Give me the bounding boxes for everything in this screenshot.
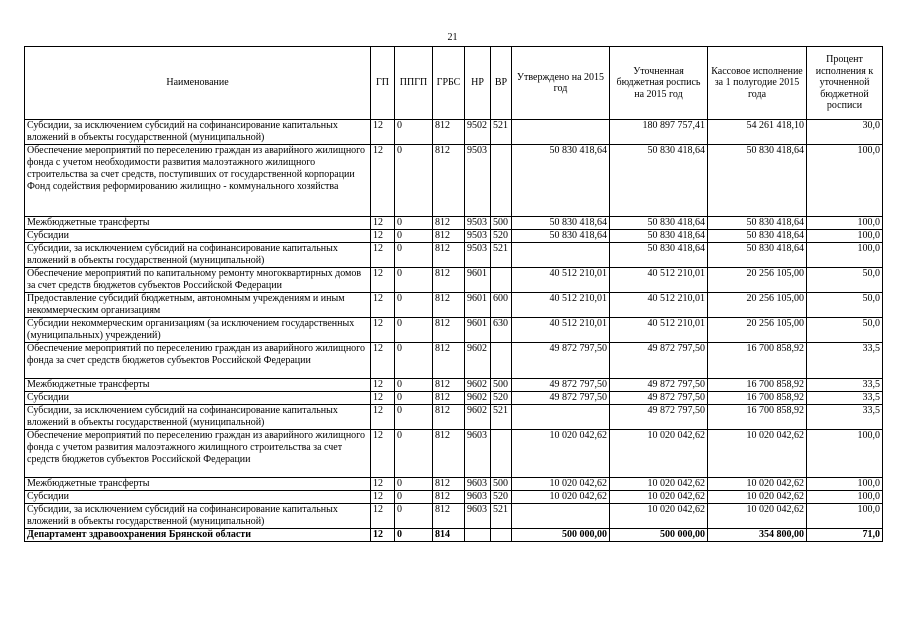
row-approved [512,504,610,529]
row-np: 9603 [465,478,491,491]
row-refined: 49 872 797,50 [610,405,708,430]
row-grbs: 812 [433,343,465,379]
row-vr [491,430,512,478]
row-refined: 50 830 418,64 [610,217,708,230]
table-row [25,430,883,478]
row-refined: 40 512 210,01 [610,268,708,293]
row-cash: 16 700 858,92 [708,405,807,430]
row-approved: 50 830 418,64 [512,217,610,230]
row-vr: 500 [491,217,512,230]
row-percent: 100,0 [807,145,883,217]
header-cash: Кассовое исполнение за 1 полугодие 2015 года [708,47,807,120]
row-vr [491,145,512,217]
row-approved: 50 830 418,64 [512,145,610,217]
row-gp: 12 [371,491,395,504]
table-row [25,217,883,230]
row-name: Субсидии [25,392,371,405]
row-cash: 50 830 418,64 [708,217,807,230]
row-approved [512,243,610,268]
row-name: Межбюджетные трансферты [25,379,371,392]
row-cash: 20 256 105,00 [708,318,807,343]
table-row [25,268,883,293]
row-cash: 20 256 105,00 [708,268,807,293]
table-row [25,392,883,405]
table-row [25,230,883,243]
row-cash: 10 020 042,62 [708,491,807,504]
row-ppgp: 0 [395,217,433,230]
row-approved: 10 020 042,62 [512,430,610,478]
table-row [25,379,883,392]
row-approved: 40 512 210,01 [512,293,610,318]
header-vr: ВР [491,47,512,120]
row-percent: 50,0 [807,293,883,318]
header-name: Наименование [25,47,371,120]
row-np: 9503 [465,145,491,217]
row-refined: 10 020 042,62 [610,430,708,478]
row-refined: 10 020 042,62 [610,504,708,529]
row-name: Субсидии, за исключением субсидий на софинансирование капитальных вложений в объекты государственной (муниципальной) [25,120,371,145]
row-name: Предоставление субсидий бюджетным, автономным учреждениям и иным некоммерческим организациям [25,293,371,318]
row-ppgp: 0 [395,243,433,268]
row-percent: 100,0 [807,430,883,478]
row-grbs: 814 [433,529,465,542]
row-cash: 50 830 418,64 [708,230,807,243]
row-refined: 50 830 418,64 [610,230,708,243]
row-np: 9503 [465,243,491,268]
row-percent: 100,0 [807,478,883,491]
row-cash: 10 020 042,62 [708,430,807,478]
row-np: 9503 [465,217,491,230]
row-grbs: 812 [433,217,465,230]
table-row [25,120,883,145]
header-percent: Процент исполнения к уточненной бюджетной росписи [807,47,883,120]
row-percent: 100,0 [807,491,883,504]
budget-table [24,46,883,542]
row-ppgp: 0 [395,120,433,145]
row-gp: 12 [371,243,395,268]
row-np: 9602 [465,392,491,405]
row-ppgp: 0 [395,230,433,243]
row-name: Межбюджетные трансферты [25,217,371,230]
row-approved: 49 872 797,50 [512,343,610,379]
row-cash: 16 700 858,92 [708,343,807,379]
row-gp: 12 [371,230,395,243]
row-gp: 12 [371,268,395,293]
row-grbs: 812 [433,379,465,392]
row-vr: 521 [491,504,512,529]
row-approved [512,405,610,430]
row-ppgp: 0 [395,379,433,392]
header-refined: Уточненная бюджетная роспись на 2015 год [610,47,708,120]
row-ppgp: 0 [395,478,433,491]
row-percent: 100,0 [807,243,883,268]
row-refined: 49 872 797,50 [610,392,708,405]
row-refined: 10 020 042,62 [610,491,708,504]
row-refined: 40 512 210,01 [610,293,708,318]
row-np [465,529,491,542]
row-approved: 50 830 418,64 [512,230,610,243]
row-name: Обеспечение мероприятий по переселению граждан из аварийного жилищного фонда с учетом развития малоэтажного жилищного строительства за счет средств бюджетов субъектов Российской Федерации [25,430,371,478]
row-percent: 100,0 [807,217,883,230]
row-gp: 12 [371,293,395,318]
table-row [25,529,883,542]
row-grbs: 812 [433,430,465,478]
row-refined: 180 897 757,41 [610,120,708,145]
row-name: Межбюджетные трансферты [25,478,371,491]
row-vr: 521 [491,120,512,145]
row-np: 9602 [465,343,491,379]
row-approved: 49 872 797,50 [512,392,610,405]
row-percent: 30,0 [807,120,883,145]
row-ppgp: 0 [395,392,433,405]
table-row [25,478,883,491]
row-percent: 50,0 [807,318,883,343]
row-gp: 12 [371,318,395,343]
row-np: 9601 [465,293,491,318]
row-gp: 12 [371,392,395,405]
row-refined: 50 830 418,64 [610,145,708,217]
row-name: Обеспечение мероприятий по переселению граждан из аварийного жилищного фонда за счет средств бюджетов субъектов Российской Федерации [25,343,371,379]
row-percent: 100,0 [807,230,883,243]
row-np: 9502 [465,120,491,145]
row-np: 9601 [465,318,491,343]
row-grbs: 812 [433,145,465,217]
row-vr: 520 [491,230,512,243]
table-row [25,293,883,318]
row-ppgp: 0 [395,318,433,343]
header-ppgp: ППГП [395,47,433,120]
row-vr: 630 [491,318,512,343]
row-ppgp: 0 [395,491,433,504]
row-name: Обеспечение мероприятий по капитальному ремонту многоквартирных домов за счет средств бюджетов субъектов Российской Федерации [25,268,371,293]
row-vr: 521 [491,243,512,268]
row-np: 9602 [465,405,491,430]
row-np: 9601 [465,268,491,293]
row-cash: 10 020 042,62 [708,504,807,529]
row-cash: 10 020 042,62 [708,478,807,491]
row-cash: 50 830 418,64 [708,145,807,217]
row-grbs: 812 [433,405,465,430]
row-refined: 10 020 042,62 [610,478,708,491]
row-gp: 12 [371,504,395,529]
row-approved: 10 020 042,62 [512,491,610,504]
table-row [25,343,883,379]
row-percent: 33,5 [807,405,883,430]
row-vr: 520 [491,392,512,405]
row-percent: 100,0 [807,504,883,529]
row-ppgp: 0 [395,145,433,217]
row-vr [491,268,512,293]
row-grbs: 812 [433,268,465,293]
row-grbs: 812 [433,392,465,405]
row-name: Субсидии, за исключением субсидий на софинансирование капитальных вложений в объекты государственной (муниципальной) [25,243,371,268]
row-refined: 49 872 797,50 [610,343,708,379]
row-name: Департамент здравоохранения Брянской области [25,529,371,542]
header-gp: ГП [371,47,395,120]
row-cash: 16 700 858,92 [708,392,807,405]
row-percent: 33,5 [807,392,883,405]
row-np: 9503 [465,230,491,243]
table-row [25,145,883,217]
row-ppgp: 0 [395,529,433,542]
row-ppgp: 0 [395,430,433,478]
row-refined: 50 830 418,64 [610,243,708,268]
row-percent: 50,0 [807,268,883,293]
row-gp: 12 [371,120,395,145]
row-vr: 520 [491,491,512,504]
row-approved: 40 512 210,01 [512,318,610,343]
row-ppgp: 0 [395,268,433,293]
row-name: Субсидии [25,230,371,243]
row-gp: 12 [371,379,395,392]
row-vr: 500 [491,379,512,392]
row-grbs: 812 [433,504,465,529]
table-row [25,243,883,268]
row-approved: 10 020 042,62 [512,478,610,491]
row-approved [512,120,610,145]
row-name: Субсидии, за исключением субсидий на софинансирование капитальных вложений в объекты государственной (муниципальной) [25,405,371,430]
row-gp: 12 [371,529,395,542]
row-cash: 20 256 105,00 [708,293,807,318]
row-grbs: 812 [433,120,465,145]
row-refined: 49 872 797,50 [610,379,708,392]
row-gp: 12 [371,217,395,230]
table-row [25,405,883,430]
row-gp: 12 [371,430,395,478]
row-grbs: 812 [433,230,465,243]
row-grbs: 812 [433,318,465,343]
row-name: Обеспечение мероприятий по переселению граждан из аварийного жилищного фонда с учетом необходимости развития малоэтажного жилищного строительства за счет средств, поступивших от государственной корпорации Фонд содействия реформированию жилищно - коммунального хозяйства [25,145,371,217]
page-number: 21 [447,32,458,43]
table-row [25,504,883,529]
row-grbs: 812 [433,491,465,504]
row-np: 9603 [465,430,491,478]
row-np: 9603 [465,491,491,504]
row-cash: 50 830 418,64 [708,243,807,268]
row-percent: 33,5 [807,379,883,392]
row-vr: 600 [491,293,512,318]
row-approved: 49 872 797,50 [512,379,610,392]
row-refined: 500 000,00 [610,529,708,542]
row-ppgp: 0 [395,504,433,529]
row-name: Субсидии некоммерческим организациям (за исключением государственных (муниципальных) учреждений) [25,318,371,343]
row-gp: 12 [371,478,395,491]
row-grbs: 812 [433,478,465,491]
row-vr [491,529,512,542]
row-ppgp: 0 [395,405,433,430]
table-row [25,491,883,504]
row-cash: 16 700 858,92 [708,379,807,392]
row-grbs: 812 [433,293,465,318]
header-np: НР [465,47,491,120]
row-name: Субсидии [25,491,371,504]
header-grbs: ГРБС [433,47,465,120]
row-vr [491,343,512,379]
row-grbs: 812 [433,243,465,268]
row-cash: 54 261 418,10 [708,120,807,145]
row-np: 9603 [465,504,491,529]
row-approved: 500 000,00 [512,529,610,542]
row-vr: 500 [491,478,512,491]
row-percent: 33,5 [807,343,883,379]
row-gp: 12 [371,405,395,430]
row-vr: 521 [491,405,512,430]
row-np: 9602 [465,379,491,392]
row-name: Субсидии, за исключением субсидий на софинансирование капитальных вложений в объекты государственной (муниципальной) [25,504,371,529]
row-percent: 71,0 [807,529,883,542]
row-ppgp: 0 [395,293,433,318]
row-approved: 40 512 210,01 [512,268,610,293]
table-header-row [25,47,883,120]
table-row [25,318,883,343]
row-ppgp: 0 [395,343,433,379]
row-gp: 12 [371,145,395,217]
row-cash: 354 800,00 [708,529,807,542]
header-approved: Утверждено на 2015 год [512,47,610,120]
row-refined: 40 512 210,01 [610,318,708,343]
row-gp: 12 [371,343,395,379]
